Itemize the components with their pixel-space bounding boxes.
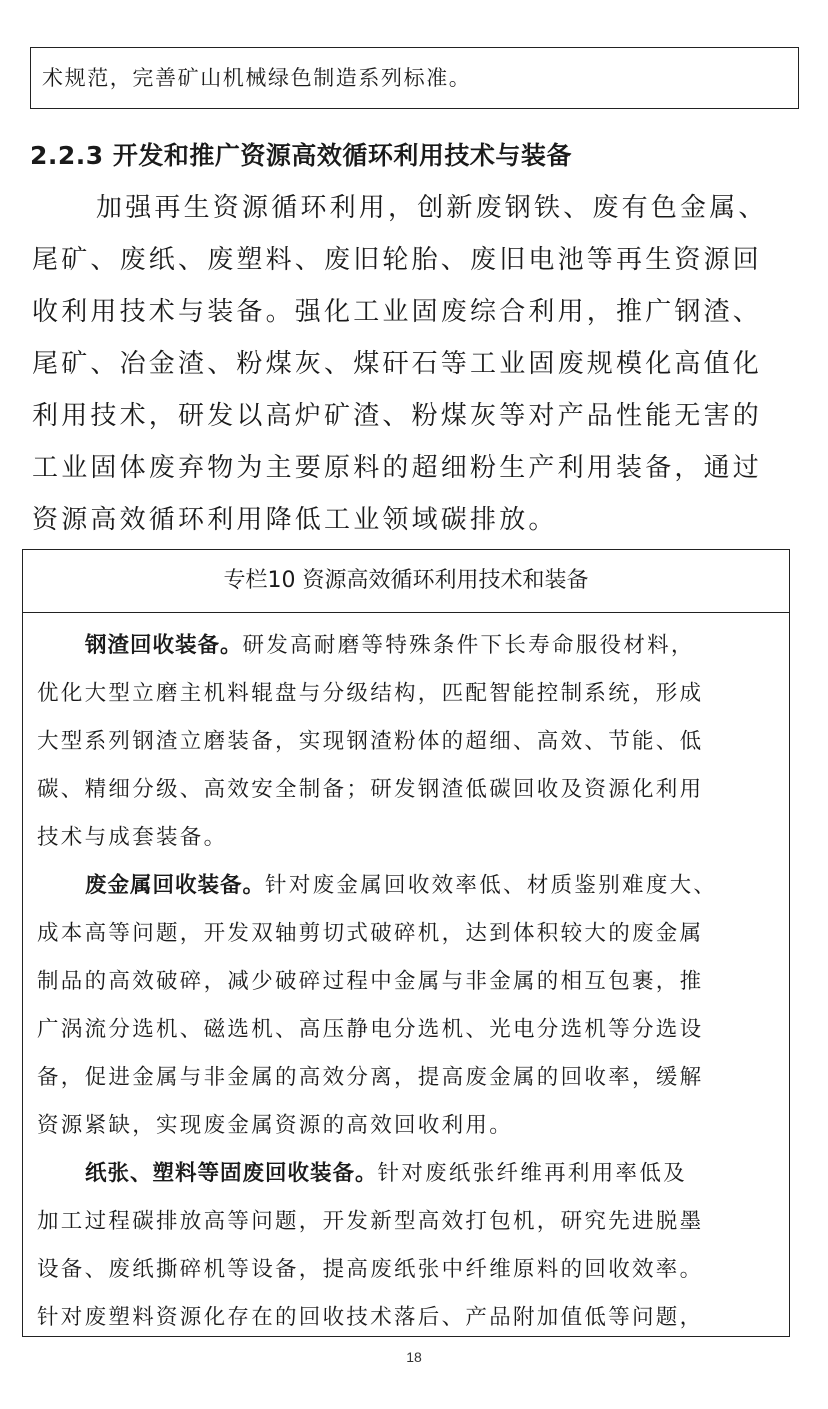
paragraph-line: 收利用技术与装备。强化工业固废综合利用，推广钢渣、: [32, 297, 763, 327]
paragraph-line: 加强再生资源循环利用，创新废钢铁、废有色金属、: [96, 193, 768, 223]
column-item-line: 针对废塑料资源化存在的回收技术落后、产品附加值低等问题，: [37, 1305, 704, 1330]
column-item-line: 成本高等问题，开发双轴剪切式破碎机，达到体积较大的废金属: [37, 921, 704, 946]
paragraph-line: 工业固体废弃物为主要原料的超细粉生产利用装备，通过: [32, 453, 763, 483]
column-item-text: 研发高耐磨等特殊条件下长寿命服役材料，: [242, 633, 695, 658]
column-item-first-line: [85, 622, 695, 670]
column-item-line: 优化大型立磨主机料辊盘与分级结构，匹配智能控制系统，形成: [37, 681, 704, 706]
column-item-title: 纸张、塑料等固废回收装备。: [85, 1161, 378, 1186]
column-title: 专栏10 资源高效循环利用技术和装备: [23, 550, 789, 613]
column-item-line: 技术与成套装备。: [37, 825, 228, 850]
paragraph-line: 利用技术，研发以高炉矿渣、粉煤灰等对产品性能无害的: [32, 401, 763, 431]
column-item-line: 制品的高效破碎，减少破碎过程中金属与非金属的相互包裹，推: [37, 969, 704, 994]
paragraph-line: 资源高效循环利用降低工业领域碳排放。: [32, 505, 558, 535]
column-item-text: 针对废金属回收效率低、材质鉴别难度大、: [265, 873, 718, 898]
section-heading: 2.2.3 开发和推广资源高效循环利用技术与装备: [30, 141, 572, 170]
column-item-text: 针对废纸张纤维再利用率低及: [377, 1161, 687, 1186]
column-item-line: 大型系列钢渣立磨装备，实现钢渣粉体的超细、高效、节能、低: [37, 729, 704, 754]
column-item-first-line: [85, 1150, 687, 1198]
section-paragraph: [32, 182, 802, 546]
column-item-title: 废金属回收装备。: [85, 873, 266, 898]
column-item-title: 钢渣回收装备。: [85, 633, 243, 658]
continued-text-box: [30, 47, 799, 109]
column-item-line: 碳、精细分级、高效安全制备；研发钢渣低碳回收及资源化利用: [37, 777, 704, 802]
paragraph-line: 尾矿、冶金渣、粉煤灰、煤矸石等工业固废规模化高值化: [32, 349, 763, 379]
column-item-line: 资源紧缺，实现废金属资源的高效回收利用。: [37, 1113, 514, 1138]
feature-column-box: [22, 549, 790, 1337]
column-item-line: 广涡流分选机、磁选机、高压静电分选机、光电分选机等分选设: [37, 1017, 704, 1042]
column-item-line: 加工过程碳排放高等问题，开发新型高效打包机，研究先进脱墨: [37, 1209, 704, 1234]
continued-text-line: 术规范，完善矿山机械绿色制造系列标准。: [42, 66, 472, 90]
paragraph-line: 尾矿、废纸、废塑料、废旧轮胎、废旧电池等再生资源回: [32, 245, 763, 275]
page-number: 18: [406, 1349, 422, 1365]
column-item-first-line: [85, 862, 717, 910]
column-item-line: 设备、废纸撕碎机等设备，提高废纸张中纤维原料的回收效率。: [37, 1257, 704, 1282]
column-item-line: 备，促进金属与非金属的高效分离，提高废金属的回收率，缓解: [37, 1065, 704, 1090]
